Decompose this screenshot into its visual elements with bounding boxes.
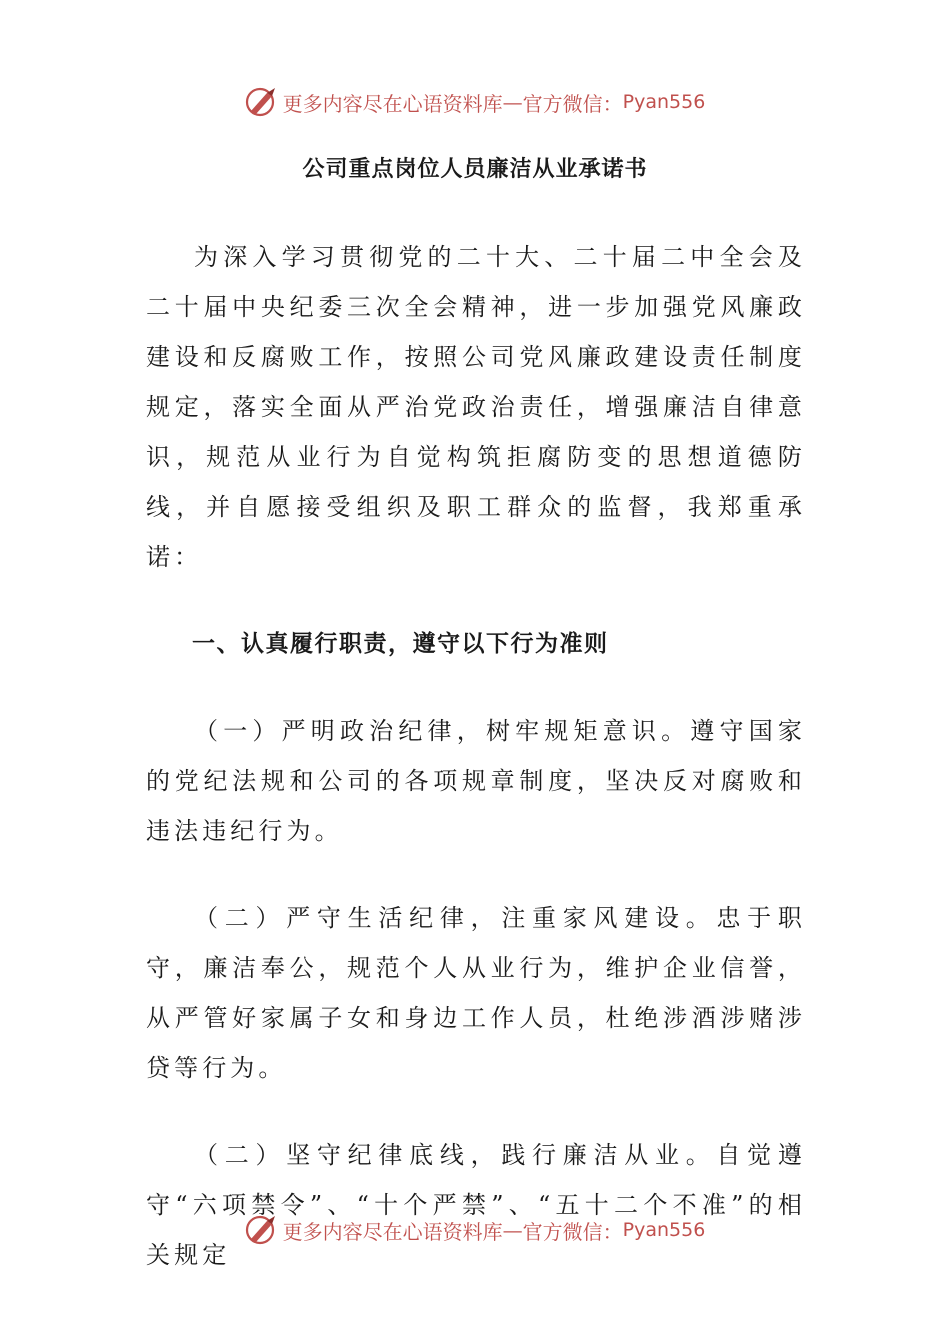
watermark-footer bbox=[0, 1210, 950, 1250]
item-paragraph: （二）严守生活纪律，注重家风建设。忠于职守，廉洁奉公，规范个人从业行为，维护企业信誉，从严管好家属子女和身边工作人员，杜绝涉酒涉赌涉贷等行为。 bbox=[146, 904, 806, 1082]
intro-paragraph: 为深入学习贯彻党的二十大、二十届二中全会及二十届中央纪委三次全会精神，进一步加强党风廉政建设和反腐败工作，按照公司党风廉政建设责任制度规定，落实全面从严治党政治责任，增强廉洁自律意识，规范从业行为自觉构筑拒腐防变的思想道德防线，并自愿接受组织及职工群众的监督，我郑重承诺： bbox=[146, 243, 806, 571]
watermark-contact-id: Pyan556 bbox=[622, 1219, 706, 1241]
section-heading: 一、认真履行职责，遵守以下行为准则 bbox=[192, 631, 609, 657]
watermark-contact-id: Pyan556 bbox=[622, 91, 706, 113]
watermark-separator: — bbox=[502, 1218, 523, 1242]
watermark-header bbox=[0, 82, 950, 122]
watermark-contact-label: 官方微信： bbox=[522, 1219, 623, 1244]
item-paragraph: （二）坚守纪律底线，践行廉洁从业。自觉遵守“六项禁令”、“十个严禁”、“五十二个不准”的相关规定 bbox=[146, 1141, 806, 1269]
pen-logo-icon bbox=[245, 85, 279, 119]
watermark-separator: — bbox=[502, 90, 523, 114]
watermark-text: 更多内容尽在心语资料库 bbox=[282, 91, 503, 116]
watermark-text: 更多内容尽在心语资料库 bbox=[282, 1219, 503, 1244]
pen-logo-icon bbox=[245, 1213, 279, 1247]
document-body bbox=[146, 232, 806, 1280]
item-paragraph: （一）严明政治纪律，树牢规矩意识。遵守国家的党纪法规和公司的各项规章制度，坚决反对腐败和违法违纪行为。 bbox=[146, 717, 806, 845]
document-title: 公司重点岗位人员廉洁从业承诺书 bbox=[302, 156, 648, 182]
watermark-contact-label: 官方微信： bbox=[522, 91, 623, 116]
